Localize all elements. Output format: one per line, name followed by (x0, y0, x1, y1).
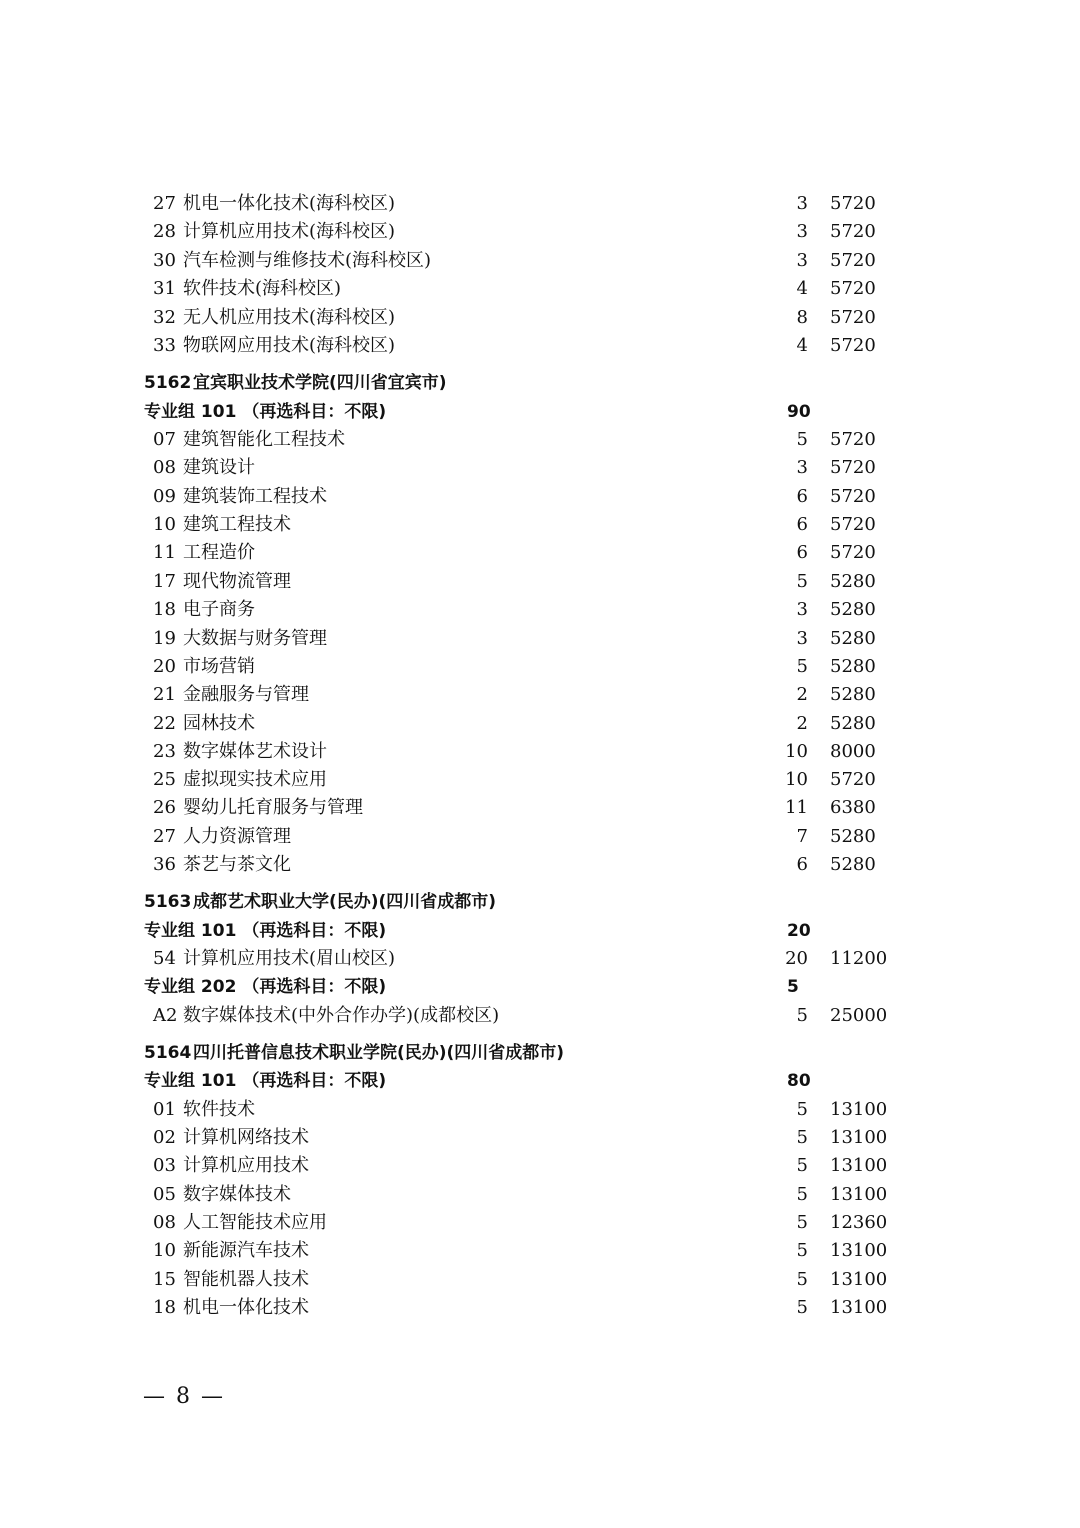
major-row (0, 190, 1080, 218)
major-name: 人力资源管理 (183, 826, 291, 847)
plan-count: 5 (796, 1005, 808, 1026)
tuition-fee: 5280 (830, 656, 876, 677)
major-code: 20 (153, 656, 176, 677)
tuition-fee: 5720 (830, 486, 876, 507)
plan-count: 4 (796, 335, 808, 356)
major-code: 09 (153, 486, 176, 507)
major-row (0, 596, 1080, 624)
plan-count: 3 (796, 599, 808, 620)
major-row (0, 247, 1080, 275)
major-code: 36 (153, 854, 176, 875)
major-name: 大数据与财务管理 (183, 628, 327, 649)
tuition-fee: 12360 (830, 1212, 888, 1233)
major-name: 建筑工程技术 (183, 514, 291, 535)
major-name: 茶艺与茶文化 (183, 854, 291, 875)
major-code: 54 (153, 948, 176, 969)
plan-count: 2 (796, 713, 808, 734)
major-row (0, 454, 1080, 482)
major-code: 02 (153, 1127, 176, 1148)
page-number: — 8 — (143, 1384, 225, 1409)
major-name: 智能机器人技术 (183, 1269, 309, 1290)
major-name: 无人机应用技术(海科校区) (183, 307, 396, 328)
school-header (0, 888, 1080, 916)
major-code: 25 (153, 769, 176, 790)
tuition-fee: 5720 (830, 514, 876, 535)
major-name: 人工智能技术应用 (183, 1212, 327, 1233)
tuition-fee: 5720 (830, 221, 876, 242)
major-name: 计算机应用技术(眉山校区) (183, 948, 396, 969)
major-name: 数字媒体技术 (183, 1184, 291, 1205)
major-code: 23 (153, 741, 176, 762)
plan-count: 3 (796, 628, 808, 649)
tuition-fee: 11200 (830, 948, 888, 969)
major-name: 物联网应用技术(海科校区) (183, 335, 396, 356)
major-row (0, 568, 1080, 596)
plan-count: 5 (796, 429, 808, 450)
group-label: 专业组 101 （再选科目：不限) (144, 1071, 387, 1091)
major-code: 08 (153, 1212, 176, 1233)
major-code: 32 (153, 307, 176, 328)
tuition-fee: 13100 (830, 1184, 888, 1205)
plan-count: 3 (796, 221, 808, 242)
major-name: 新能源汽车技术 (183, 1240, 309, 1261)
major-code: 26 (153, 797, 176, 818)
group-label: 专业组 101 （再选科目：不限) (144, 921, 387, 941)
major-name: 建筑装饰工程技术 (183, 486, 327, 507)
plan-count: 4 (796, 278, 808, 299)
tuition-fee: 5720 (830, 250, 876, 271)
major-code: 11 (153, 542, 176, 563)
major-row (0, 426, 1080, 454)
major-row (0, 332, 1080, 360)
tuition-fee: 5720 (830, 457, 876, 478)
major-name: 计算机应用技术(海科校区) (183, 221, 396, 242)
major-row (0, 851, 1080, 879)
major-row (0, 681, 1080, 709)
major-code: 18 (153, 1297, 176, 1318)
plan-count: 3 (796, 250, 808, 271)
major-row (0, 304, 1080, 332)
major-row (0, 275, 1080, 303)
plan-count: 5 (796, 1212, 808, 1233)
tuition-fee: 13100 (830, 1297, 888, 1318)
major-row (0, 218, 1080, 246)
major-code: 18 (153, 599, 176, 620)
major-name: 建筑设计 (183, 457, 255, 478)
major-row (0, 483, 1080, 511)
tuition-fee: 5280 (830, 826, 876, 847)
tuition-fee: 5720 (830, 307, 876, 328)
major-name: 数字媒体艺术设计 (183, 741, 327, 762)
tuition-fee: 5720 (830, 193, 876, 214)
major-name: 数字媒体技术(中外合作办学)(成都校区) (183, 1005, 500, 1026)
plan-count: 5 (796, 571, 808, 592)
plan-count: 6 (796, 514, 808, 535)
school-code: 5164 (144, 1043, 192, 1063)
plan-count: 2 (796, 684, 808, 705)
school-name: 宜宾职业技术学院(四川省宜宾市) (193, 373, 447, 393)
plan-count: 6 (796, 854, 808, 875)
tuition-fee: 13100 (830, 1269, 888, 1290)
major-code: 17 (153, 571, 176, 592)
tuition-fee: 5720 (830, 769, 876, 790)
plan-count: 5 (796, 1240, 808, 1261)
major-name: 建筑智能化工程技术 (183, 429, 345, 450)
major-code: 07 (153, 429, 176, 450)
major-name: 虚拟现实技术应用 (183, 769, 327, 790)
plan-count: 5 (796, 1269, 808, 1290)
plan-count: 5 (796, 1099, 808, 1120)
group-label: 专业组 202 （再选科目：不限) (144, 977, 387, 997)
major-row (0, 1002, 1080, 1030)
tuition-fee: 13100 (830, 1155, 888, 1176)
major-code: 31 (153, 278, 176, 299)
plan-count: 11 (785, 797, 808, 818)
group-label: 专业组 101 （再选科目：不限) (144, 402, 387, 422)
major-name: 金融服务与管理 (183, 684, 309, 705)
major-name: 婴幼儿托育服务与管理 (183, 797, 363, 818)
major-group-header (0, 973, 1080, 1001)
major-row (0, 710, 1080, 738)
tuition-fee: 5720 (830, 429, 876, 450)
school-code: 5163 (144, 892, 192, 912)
group-count: 90 (787, 402, 811, 422)
major-code: 33 (153, 335, 176, 356)
group-count: 20 (787, 921, 811, 941)
plan-count: 3 (796, 457, 808, 478)
tuition-fee: 5720 (830, 278, 876, 299)
major-name: 计算机应用技术 (183, 1155, 309, 1176)
tuition-fee: 5280 (830, 599, 876, 620)
major-name: 市场营销 (183, 656, 255, 677)
plan-count: 5 (796, 1155, 808, 1176)
plan-count: 7 (796, 826, 808, 847)
plan-count: 6 (796, 486, 808, 507)
tuition-fee: 5280 (830, 628, 876, 649)
plan-count: 8 (796, 307, 808, 328)
major-row (0, 653, 1080, 681)
major-row (0, 738, 1080, 766)
major-code: 10 (153, 514, 176, 535)
tuition-fee: 6380 (830, 797, 876, 818)
major-group-header (0, 1067, 1080, 1095)
major-name: 软件技术(海科校区) (183, 278, 342, 299)
tuition-fee: 5720 (830, 542, 876, 563)
plan-count: 5 (796, 656, 808, 677)
school-name: 成都艺术职业大学(民办)(四川省成都市) (193, 892, 497, 912)
major-code: 28 (153, 221, 176, 242)
tuition-fee: 13100 (830, 1240, 888, 1261)
major-name: 机电一体化技术 (183, 1297, 309, 1318)
plan-count: 20 (785, 948, 808, 969)
major-code: 15 (153, 1269, 176, 1290)
tuition-fee: 13100 (830, 1099, 888, 1120)
school-code: 5162 (144, 373, 192, 393)
tuition-fee: 8000 (830, 741, 876, 762)
major-code: 27 (153, 826, 176, 847)
major-row (0, 1294, 1080, 1322)
major-code: 10 (153, 1240, 176, 1261)
major-group-header (0, 398, 1080, 426)
major-row (0, 539, 1080, 567)
major-name: 计算机网络技术 (183, 1127, 309, 1148)
school-header (0, 1039, 1080, 1067)
major-code: 30 (153, 250, 176, 271)
major-code: 27 (153, 193, 176, 214)
school-name: 四川托普信息技术职业学院(民办)(四川省成都市) (193, 1043, 565, 1063)
tuition-fee: 25000 (830, 1005, 888, 1026)
major-row (0, 1096, 1080, 1124)
major-name: 园林技术 (183, 713, 255, 734)
major-row (0, 1266, 1080, 1294)
group-count: 80 (787, 1071, 811, 1091)
major-row (0, 823, 1080, 851)
major-code: 08 (153, 457, 176, 478)
major-name: 现代物流管理 (183, 571, 291, 592)
major-name: 电子商务 (183, 599, 255, 620)
tuition-fee: 13100 (830, 1127, 888, 1148)
major-row (0, 945, 1080, 973)
major-code: 19 (153, 628, 176, 649)
tuition-fee: 5280 (830, 854, 876, 875)
major-row (0, 511, 1080, 539)
plan-count: 3 (796, 193, 808, 214)
major-code: 03 (153, 1155, 176, 1176)
major-row (0, 794, 1080, 822)
major-row (0, 766, 1080, 794)
major-name: 汽车检测与维修技术(海科校区) (183, 250, 432, 271)
plan-count: 10 (785, 769, 808, 790)
plan-count: 5 (796, 1184, 808, 1205)
major-row (0, 1152, 1080, 1180)
major-row (0, 625, 1080, 653)
tuition-fee: 5720 (830, 335, 876, 356)
major-row (0, 1181, 1080, 1209)
plan-count: 10 (785, 741, 808, 762)
major-code: 21 (153, 684, 176, 705)
plan-count: 5 (796, 1127, 808, 1148)
major-row (0, 1237, 1080, 1265)
major-code: 22 (153, 713, 176, 734)
major-group-header (0, 917, 1080, 945)
group-count: 5 (787, 977, 799, 997)
major-name: 软件技术 (183, 1099, 255, 1120)
major-name: 工程造价 (183, 542, 255, 563)
tuition-fee: 5280 (830, 571, 876, 592)
plan-count: 6 (796, 542, 808, 563)
tuition-fee: 5280 (830, 713, 876, 734)
tuition-fee: 5280 (830, 684, 876, 705)
major-code: 05 (153, 1184, 176, 1205)
major-code: A2 (153, 1005, 178, 1026)
plan-count: 5 (796, 1297, 808, 1318)
major-row (0, 1124, 1080, 1152)
major-code: 01 (153, 1099, 176, 1120)
major-name: 机电一体化技术(海科校区) (183, 193, 396, 214)
major-row (0, 1209, 1080, 1237)
school-header (0, 369, 1080, 397)
